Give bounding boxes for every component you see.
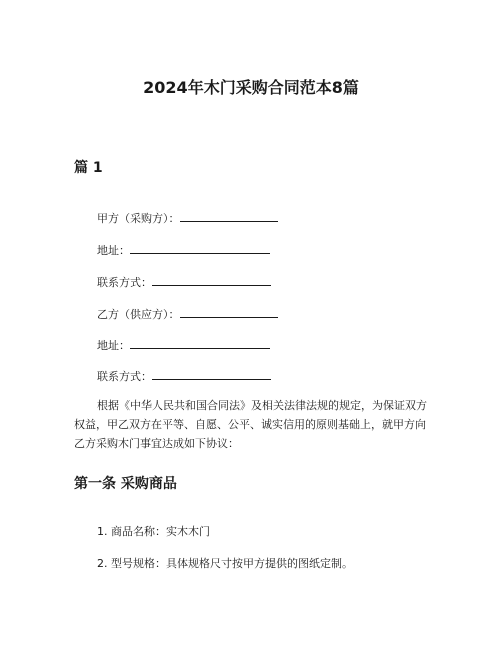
list-item-text: 型号规格：具体规格尺寸按甲方提供的图纸定制。 [111,557,353,570]
party-a-blank [180,209,278,222]
party-a-line [97,209,278,227]
party-a-contact-line [97,273,271,291]
party-b-line [97,305,278,323]
preamble-paragraph: 根据《中华人民共和国合同法》及相关法律法规的规定，为保证双方权益，甲乙双方在平等、自愿、公平、诚实信用的原则基础上，就甲方向乙方采购木门事宜达成如下协议： [74,399,427,450]
party-b-address-blank [130,336,270,349]
list-item [97,556,353,572]
party-b-contact-blank [152,367,271,380]
list-item-number: 1. [97,525,108,538]
section-heading: 篇 1 [74,160,103,176]
party-b-contact-line [97,367,271,385]
article-heading: 第一条 采购商品 [74,476,177,492]
party-b-contact-label: 联系方式： [97,370,152,383]
party-a-contact-blank [152,273,271,286]
party-b-label: 乙方（供应方）： [97,308,180,321]
list-item-text: 商品名称：实木木门 [111,525,210,538]
list-item [97,524,210,540]
party-b-address-label: 地址： [97,339,130,352]
party-a-label: 甲方（采购方）： [97,212,180,225]
party-b-blank [180,305,278,318]
party-a-contact-label: 联系方式： [97,276,152,289]
party-a-address-blank [130,241,270,254]
list-item-number: 2. [97,557,108,570]
party-a-address-line [97,241,270,259]
party-b-address-line [97,336,270,354]
party-a-address-label: 地址： [97,244,130,257]
document-title: 2024年木门采购合同范本8篇 [143,78,359,97]
